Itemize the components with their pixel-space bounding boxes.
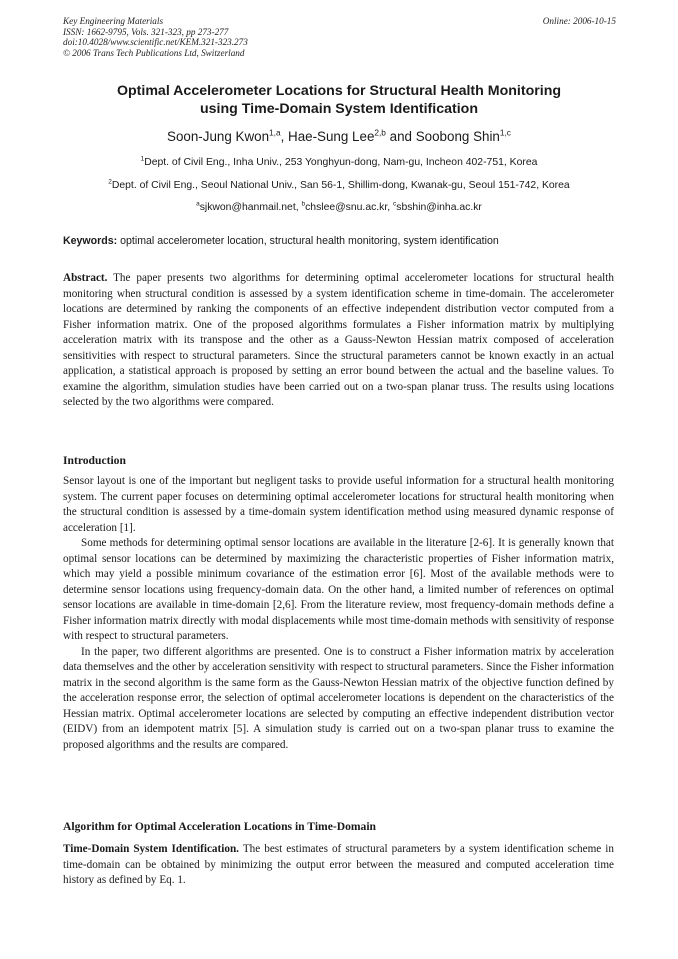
algorithm-body — [63, 842, 614, 889]
affiliation-number: 1 — [140, 155, 145, 163]
abstract-text: The paper presents two algorithms for determining optimal accelerometer locations for structural health monitoring when structural condition is assessed by a system identification scheme in time-domain. The accelerometer locations are determined by ranking the components of an effective independent distribution vector computed from a Fisher information matrix. One of the proposed algorithms formulates a Fisher information matrix by multiplying acceleration matrix with its transpose and the other as a Gauss-Newton Hessian matrix composed of acceleration sensitivities with respect to structural parameters. Since the structural parameters cannot be known exactly in an actual application, a statistical approach is proposed by setting an error bound between the actual and the baseline values. To examine the algorithm, simulation studies have been carried out on a two-span planar truss. The results using locations selected by the two algorithms were compared. — [63, 272, 614, 408]
keywords-text: optimal accelerometer location, structural health monitoring, system identification — [117, 235, 499, 247]
email-superscript: b — [301, 200, 306, 208]
journal-header — [63, 16, 616, 58]
author-separator: , — [280, 129, 289, 144]
algorithm-text: The best estimates of structural parameters by a system identification scheme in time-domain can be obtained by minimizing the output error between the measured and computed acceleration time history as defined by Eq. 1. — [63, 843, 614, 886]
section-heading-introduction: Introduction — [63, 454, 126, 467]
author-separator: and — [385, 129, 416, 144]
author-name: Hae-Sung Lee — [288, 129, 375, 144]
introduction-paragraph-2: Some methods for determining optimal sensor locations are available in the literature [2-6]. It is generally known that optimal sensor locations can be determined by maximizing the characteristic properties of Fisher information matrix, which may yield a possible minimum covariance of the estimation error [6]. Most of the available methods were to determine sensor locations using frequency-domain data. On the other hand, a limited number of references on optimal sensor locations are available in time-domain [2,6]. From the literature review, most frequency-domain methods define a Fisher information matrix directly with modal displacements while most time-domain methods with sensitivity of response with respect to structural parameters. — [63, 537, 614, 642]
paper-title — [40, 82, 638, 118]
email-address: sbshin@inha.ac.kr — [396, 202, 482, 213]
author-name: Soon-Jung Kwon — [167, 129, 270, 144]
section-heading-algorithm: Algorithm for Optimal Acceleration Locations in Time-Domain — [63, 820, 377, 833]
email-superscript: c — [393, 200, 397, 208]
affiliation-2 — [40, 180, 638, 191]
affiliation-text: Dept. of Civil Eng., Seoul National Univ., San 56-1, Shillim-dong, Kwanak-gu, Seoul 151-742, Korea — [111, 180, 570, 191]
copyright-line: © 2006 Trans Tech Publications Ltd, Switzerland — [63, 47, 245, 58]
doi-line: doi:10.4028/www.scientific.net/KEM.321-323.273 — [63, 37, 248, 48]
affiliation-number: 2 — [108, 178, 112, 186]
author-superscript: 2,b — [374, 127, 386, 138]
journal-name: Key Engineering Materials — [63, 16, 164, 26]
email-superscript: a — [196, 200, 200, 208]
abstract — [63, 271, 614, 411]
keywords — [63, 235, 616, 247]
subsection-heading: Time-Domain System Identification. — [63, 843, 239, 855]
algorithm-paragraph — [63, 842, 614, 889]
introduction-paragraph-1: Sensor layout is one of the important but negligent tasks to provide useful information for a structural health monitoring system. The current paper focuses on determining optimal accelerometer locations for structural health monitoring when the structural condition is assessed by a time-domain system identification method using measured dynamic response of acceleration [1]. — [63, 475, 614, 534]
introduction-paragraph-3: In the paper, two different algorithms are presented. One is to construct a Fisher information matrix by acceleration data themselves and the other by acceleration sensitivity with respect to structural parameters. Since the Fisher information matrix in the second algorithm is the same form as the Gauss-Newton Hessian matrix of the objective function defined by the acceleration response error, the selection of optimal accelerometer locations is dependent on the characteristics of the Hessian matrix. Optimal accelerometer locations are selected by computing an effective independent distribution vector (EIDV) from an idempotent matrix [5]. A simulation study is carried out on a two-span planar truss to examine the proposed algorithms and the results are compared. — [63, 645, 614, 751]
title-line-2: using Time-Domain System Identification — [199, 101, 478, 117]
keywords-label: Keywords: — [63, 235, 118, 247]
email-address: chslee@snu.ac.kr, — [305, 202, 394, 213]
author-name: Soobong Shin — [415, 129, 500, 144]
author-emails — [40, 202, 638, 213]
email-address: sjkwon@hanmail.net, — [199, 202, 302, 213]
online-date: Online: 2006-10-15 — [542, 16, 616, 26]
author-superscript: 1,c — [499, 127, 511, 138]
introduction-body — [63, 474, 614, 753]
author-list — [40, 129, 638, 144]
issn-line: ISSN: 1662-9795, Vols. 321-323, pp 273-277 — [63, 26, 229, 37]
title-line-1: Optimal Accelerometer Locations for Structural Health Monitoring — [116, 83, 562, 99]
affiliation-text: Dept. of Civil Eng., Inha Univ., 253 Yonghyun-dong, Nam-gu, Incheon 402-751, Korea — [144, 157, 538, 168]
affiliation-1 — [40, 157, 638, 168]
author-superscript: 1,a — [269, 127, 281, 138]
abstract-paragraph — [63, 271, 614, 411]
abstract-label: Abstract. — [63, 272, 108, 284]
